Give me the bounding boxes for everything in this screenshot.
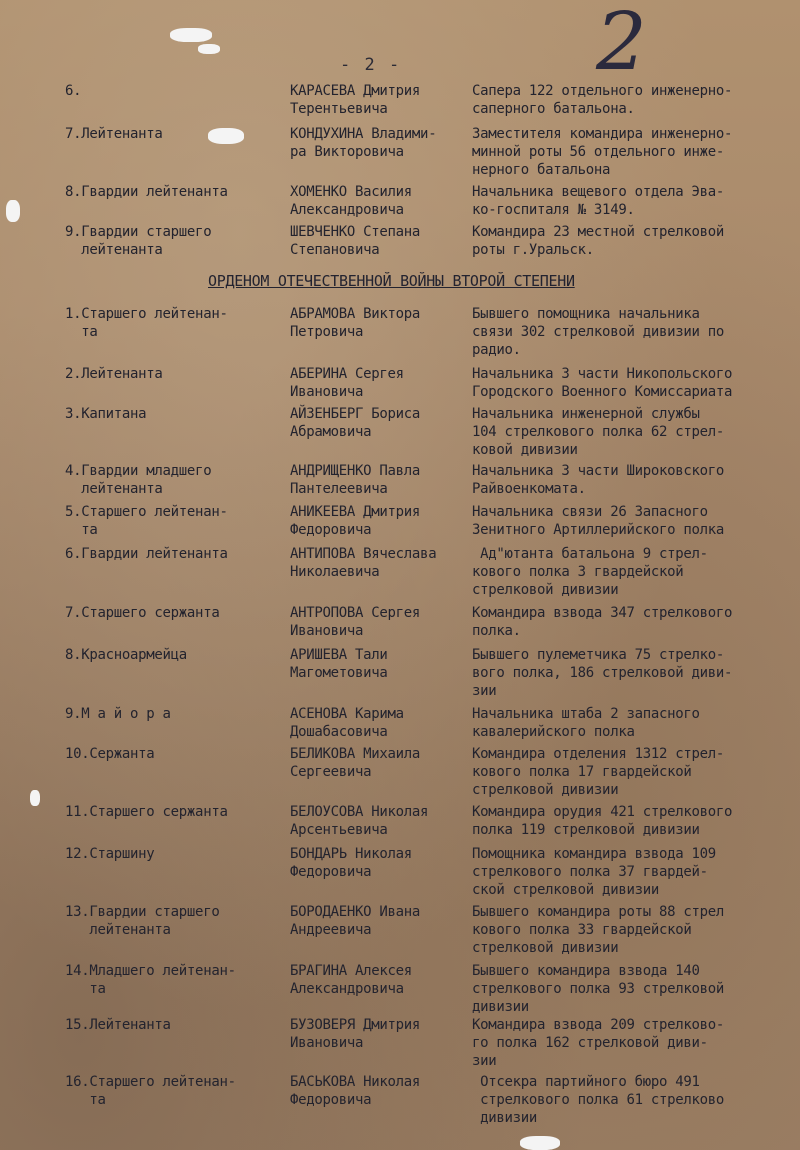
entry-rank: 3.Капитана	[65, 406, 147, 422]
entry-name: АБЕРИНА Сергея Ивановича	[290, 366, 404, 400]
paper-hole	[30, 790, 40, 806]
entry-rank: 2.Лейтенанта	[65, 366, 163, 382]
entry-position: Помощника командира взвода 109 стрелкового полка 37 гвардей- ской стрелковой дивизии	[472, 846, 716, 898]
entry-rank: 15.Лейтенанта	[65, 1017, 171, 1033]
paper-hole	[6, 200, 20, 222]
entry-name: АНТРОПОВА Сергея Ивановича	[290, 605, 421, 639]
entry-rank: 10.Сержанта	[65, 746, 155, 762]
entry-position: Начальника 3 части Широковского Райвоенкомата.	[472, 463, 724, 497]
entry-name: БАСЬКОВА Николая Федоровича	[290, 1074, 421, 1108]
entry-position: Командира орудия 421 стрелкового полка 119 стрелковой дивизии	[472, 804, 733, 838]
entry-name: АСЕНОВА Карима Дошабасовича	[290, 706, 404, 740]
entry-position: Бывшего командира взвода 140 стрелкового полка 93 стрелковой дивизии	[472, 963, 724, 1015]
section-heading: ОРДЕНОМ ОТЕЧЕСТВЕННОЙ ВОЙНЫ ВТОРОЙ СТЕПЕНИ	[208, 272, 575, 290]
entry-position: Начальника 3 части Никопольского Городского Военного Комиссариата	[472, 366, 733, 400]
entry-name: КОНДУХИНА Владими- ра Викторовича	[290, 126, 437, 160]
entry-position: Начальника связи 26 Запасного Зенитного Артиллерийского полка	[472, 504, 724, 538]
entry-rank: 11.Старшего сержанта	[65, 804, 228, 820]
paper-hole	[198, 44, 220, 54]
entry-rank: 7.Лейтенанта	[65, 126, 163, 142]
entry-position: Начальника вещевого отдела Эва- ко-госпиталя № 3149.	[472, 184, 724, 218]
entry-name: БОНДАРЬ Николая Федоровича	[290, 846, 412, 880]
entry-name: БЕЛОУСОВА Николая Арсентьевича	[290, 804, 429, 838]
entry-rank: 12.Старшину	[65, 846, 155, 862]
page-number: - 2 -	[340, 55, 402, 75]
entry-position: Бывшего пулеметчика 75 стрелко- вого полка, 186 стрелковой диви- зии	[472, 647, 733, 699]
entry-name: АНТИПОВА Вячеслава Николаевича	[290, 546, 437, 580]
entry-position: Командира отделения 1312 стрел- кового полка 17 гвардейской стрелковой дивизии	[472, 746, 724, 798]
entry-rank: 6.Гвардии лейтенанта	[65, 546, 228, 562]
entry-rank: 14.Младшего лейтенан- та	[65, 963, 236, 997]
entry-position: Начальника инженерной службы 104 стрелкового полка 62 стрел- ковой дивизии	[472, 406, 724, 458]
entry-rank: 16.Старшего лейтенан- та	[65, 1074, 236, 1108]
entry-name: ХОМЕНКО Василия Александровича	[290, 184, 412, 218]
entry-name: БУЗОВЕРЯ Дмитрия Ивановича	[290, 1017, 421, 1051]
entry-rank: 1.Старшего лейтенан- та	[65, 306, 228, 340]
entry-position: Командира 23 местной стрелковой роты г.Уральск.	[472, 224, 724, 258]
handwritten-page-mark: 2	[596, 0, 647, 88]
entry-name: ШЕВЧЕНКО Степана Степановича	[290, 224, 421, 258]
entry-rank: 4.Гвардии младшего лейтенанта	[65, 463, 212, 497]
entry-position: Ад"ютанта батальона 9 стрел- кового полка 3 гвардейской стрелковой дивизии	[472, 546, 708, 598]
entry-position: Бывшего командира роты 88 стрел кового полка 33 гвардейской стрелковой дивизии	[472, 904, 724, 956]
entry-position: Начальника штаба 2 запасного кавалерийского полка	[472, 706, 700, 740]
entry-rank: 7.Старшего сержанта	[65, 605, 220, 621]
entry-name: АРИШЕВА Тали Магометовича	[290, 647, 388, 681]
entry-position: Командира взвода 347 стрелкового полка.	[472, 605, 733, 639]
entry-position: Заместителя командира инженерно- минной роты 56 отдельного инже- нерного батальона	[472, 126, 733, 178]
entry-position: Бывшего помощника начальника связи 302 стрелковой дивизии по радио.	[472, 306, 724, 358]
entry-name: АНДРИЩЕНКО Павла Пантелеевича	[290, 463, 421, 497]
entry-name: АНИКЕЕВА Дмитрия Федоровича	[290, 504, 421, 538]
entry-position: Сапера 122 отдельного инженерно- саперного батальона.	[472, 83, 733, 117]
entry-name: АБРАМОВА Виктора Петровича	[290, 306, 421, 340]
entry-rank: 6.	[65, 83, 82, 99]
paper-hole	[520, 1136, 560, 1150]
entry-position: Отсекра партийного бюро 491 стрелкового полка 61 стрелково дивизии	[480, 1074, 724, 1126]
entry-rank: 8.Красноармейца	[65, 647, 187, 663]
entry-rank: 13.Гвардии старшего лейтенанта	[65, 904, 220, 938]
entry-name: КАРАСЕВА Дмитрия Терентьевича	[290, 83, 421, 117]
paper-hole	[208, 128, 244, 144]
entry-position: Командира взвода 209 стрелково- го полка 162 стрелковой диви- зии	[472, 1017, 724, 1069]
entry-name: БРАГИНА Алексея Александровича	[290, 963, 412, 997]
entry-name: АЙЗЕНБЕРГ Бориса Абрамовича	[290, 406, 421, 440]
entry-rank: 5.Старшего лейтенан- та	[65, 504, 228, 538]
entry-rank: 8.Гвардии лейтенанта	[65, 184, 228, 200]
entry-rank: 9.М а й о р а	[65, 706, 171, 722]
entry-name: БЕЛИКОВА Михаила Сергеевича	[290, 746, 421, 780]
entry-rank: 9.Гвардии старшего лейтенанта	[65, 224, 212, 258]
entry-name: БОРОДАЕНКО Ивана Андреевича	[290, 904, 421, 938]
paper-hole	[170, 28, 212, 42]
